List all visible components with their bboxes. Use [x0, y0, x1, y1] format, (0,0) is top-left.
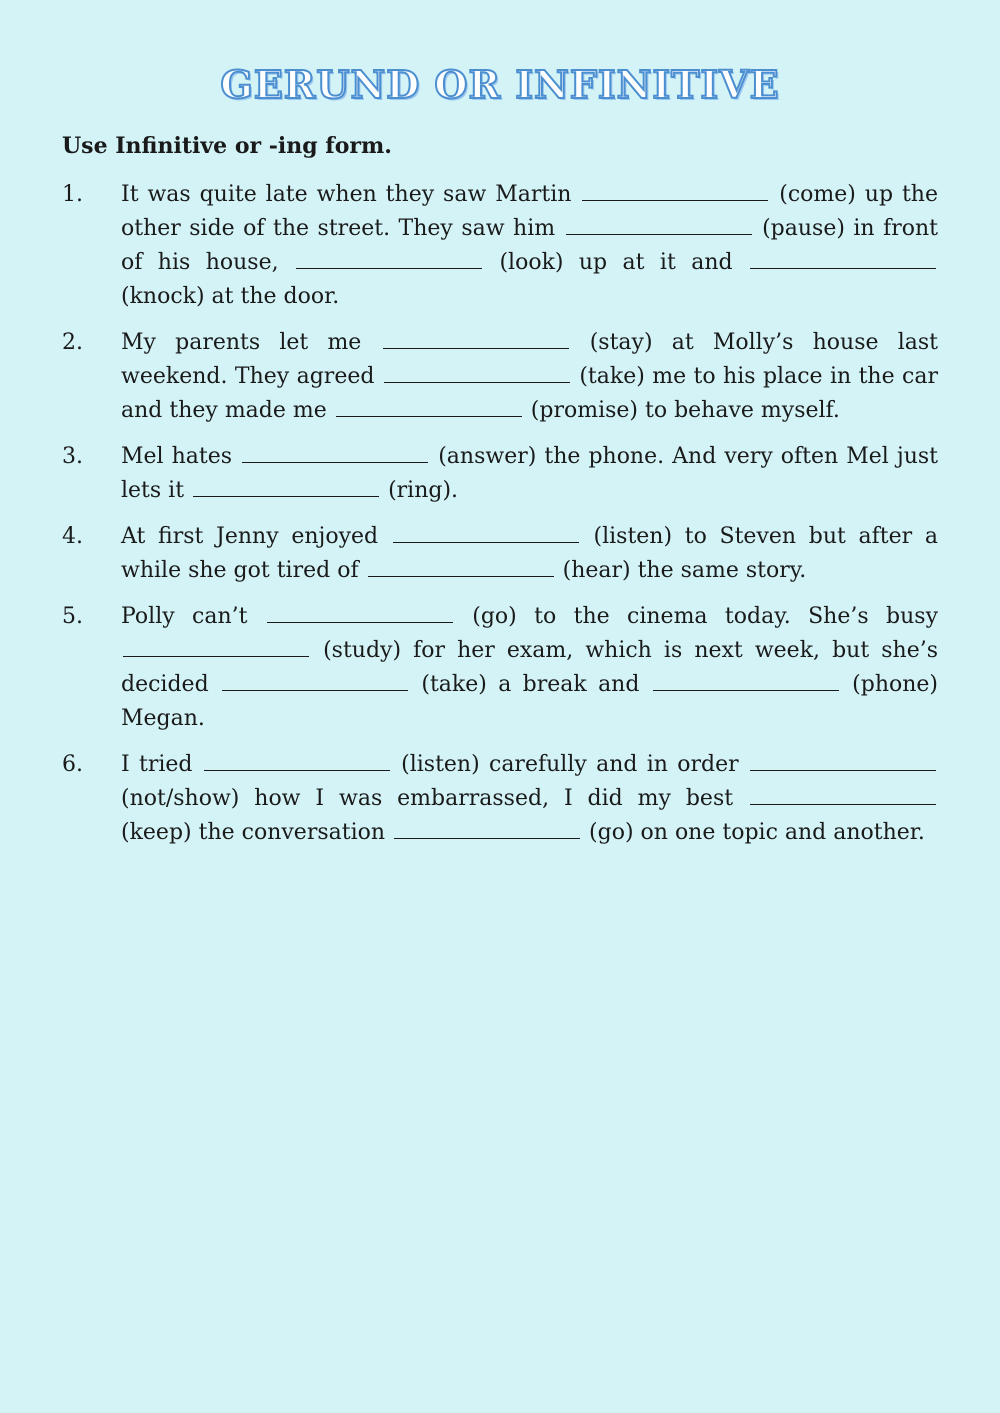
exercise-segment: (come) up the other side of the street. They saw him: [121, 182, 938, 241]
answer-blank[interactable]: [566, 212, 752, 235]
exercise-segment: (keep) the conversation: [121, 820, 386, 845]
exercise-segment: (look) up at it and: [499, 250, 733, 275]
answer-blank[interactable]: [242, 440, 428, 463]
exercise-segment: (knock) at the door.: [121, 284, 340, 309]
exercise-segment: (not/show) how I was embarrassed, I did my best: [121, 786, 734, 811]
exercise-segment: (study) for her exam, which is next week, but she’s decided: [121, 638, 938, 697]
exercise-number: 5.: [62, 604, 83, 629]
exercise-number: 2.: [62, 330, 83, 355]
answer-blank[interactable]: [204, 748, 390, 771]
exercise-number: 3.: [62, 444, 83, 469]
exercise-segment: Polly can’t: [121, 604, 248, 629]
exercise-item: [62, 178, 938, 314]
answer-blank[interactable]: [394, 816, 580, 839]
exercise-segment: (stay) at Molly’s house last weekend. They agreed: [121, 330, 938, 389]
exercise-segment: (ring).: [388, 478, 459, 503]
exercise-item: [62, 520, 938, 588]
exercise-segment: (take) me to his place in the car and they made me: [121, 364, 939, 423]
exercise-segment: I tried: [121, 752, 193, 777]
exercise-segment: (phone) Megan.: [121, 672, 939, 731]
answer-blank[interactable]: [222, 668, 408, 691]
exercise-number: 6.: [62, 752, 83, 777]
instruction: Use Infinitive or -ing form.: [62, 133, 392, 159]
answer-blank[interactable]: [750, 748, 936, 771]
exercise-segment: (go) on one topic and another.: [589, 820, 925, 845]
page-title: GERUND OR INFINITIVE: [220, 62, 780, 107]
answer-blank[interactable]: [384, 360, 570, 383]
exercise-segment: My parents let me: [121, 330, 362, 355]
answer-blank[interactable]: [750, 246, 936, 269]
exercise-text: [121, 178, 938, 314]
exercise-item: [62, 440, 938, 508]
exercise-item: [62, 600, 938, 736]
answer-blank[interactable]: [383, 326, 569, 349]
exercise-segment: (hear) the same story.: [562, 558, 807, 583]
exercise-item: [62, 326, 938, 428]
answer-blank[interactable]: [336, 394, 522, 417]
exercise-segment: (take) a break and: [421, 672, 640, 697]
exercise-number: 1.: [62, 182, 83, 207]
answer-blank[interactable]: [296, 246, 482, 269]
exercise-segment: (listen) carefully and in order: [401, 752, 739, 777]
exercise-number: 4.: [62, 524, 83, 549]
exercise-segment: (pause) in front of his house,: [121, 216, 938, 275]
answer-blank[interactable]: [267, 600, 453, 623]
answer-blank[interactable]: [653, 668, 839, 691]
answer-blank[interactable]: [750, 782, 936, 805]
answer-blank[interactable]: [582, 178, 768, 201]
exercise-segment: (listen) to Steven but after a while she got tired of: [121, 524, 938, 583]
exercise-list: [62, 178, 938, 862]
answer-blank[interactable]: [123, 634, 309, 657]
exercise-segment: (promise) to behave myself.: [530, 398, 840, 423]
exercise-text: [121, 440, 938, 508]
exercise-text: [121, 600, 938, 736]
exercise-segment: (answer) the phone. And very often Mel just lets it: [121, 444, 939, 503]
exercise-text: [121, 748, 938, 850]
exercise-segment: At first Jenny enjoyed: [121, 524, 379, 549]
exercise-segment: (go) to the cinema today. She’s busy: [472, 604, 938, 629]
exercise-text: [121, 326, 938, 428]
exercise-text: [121, 520, 938, 588]
answer-blank[interactable]: [368, 554, 554, 577]
exercise-segment: It was quite late when they saw Martin: [121, 182, 572, 207]
exercise-segment: Mel hates: [121, 444, 233, 469]
exercise-item: [62, 748, 938, 850]
answer-blank[interactable]: [393, 520, 579, 543]
answer-blank[interactable]: [193, 474, 379, 497]
